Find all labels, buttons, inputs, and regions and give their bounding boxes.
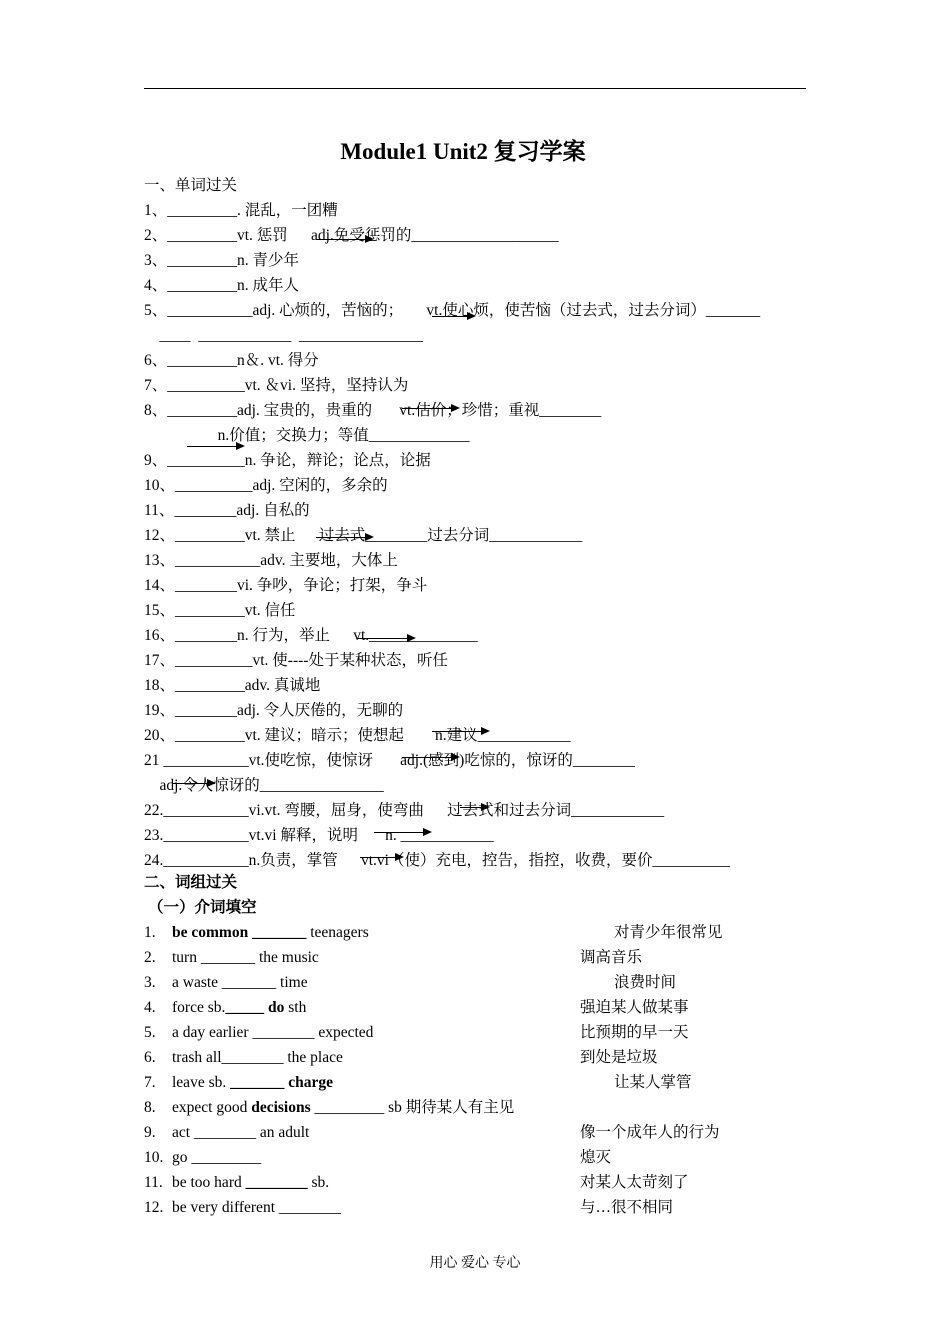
subsection-heading: （一）介词填空 (148, 899, 257, 916)
phrase-number: 9. (144, 1124, 156, 1141)
phrase-number: 3. (144, 974, 156, 991)
arrow-icon (432, 731, 488, 732)
vocab-item: 5、___________adj. 心烦的，苦恼的； vt.使心烦，使苦恼（过去式，过去分词）_______ (144, 302, 761, 319)
vocab-item: 13、___________adv. 主要地，大体上 (144, 552, 398, 569)
phrase-number: 2. (144, 949, 156, 966)
phrase-number: 10. (144, 1149, 164, 1166)
vocab-item: 11、________adj. 自私的 (144, 502, 310, 519)
vocab-item: 15、_________vt. 信任 (144, 602, 296, 619)
phrase-number: 11. (144, 1174, 163, 1191)
phrase-english: force sb._____ do sth (172, 999, 307, 1016)
arrow-icon (360, 857, 402, 858)
arrow-icon (187, 446, 243, 447)
vocab-item: n.价值；交换力；等值_____________ (144, 427, 470, 444)
vocab-item: 22.___________vi.vt. 弯腰，屈身，使弯曲 过去式和过去分词____________ (144, 802, 665, 819)
vocab-item: 17、__________vt. 使----处于某种状态，听任 (144, 652, 448, 669)
phrase-chinese: 对青少年很常见 (614, 924, 723, 941)
phrase-english: expect good decisions _________ sb 期待某人有主见 (172, 1099, 515, 1116)
phrase-english: be very different ________ (172, 1199, 341, 1216)
vocab-item: 2、_________vt. 惩罚 adj.免受惩罚的___________________ (144, 227, 559, 244)
vocab-item: adj.令人惊讶的________________ (144, 777, 384, 794)
arrow-icon (402, 408, 458, 409)
phrase-english: act ________ an adult (172, 1124, 310, 1141)
arrow-icon (460, 807, 488, 808)
phrase-english: a waste _______ time (172, 974, 308, 991)
vocab-item: 4、_________n. 成年人 (144, 277, 300, 294)
page-title: Module1 Unit2 复习学案 (340, 139, 586, 164)
phrase-chinese: 到处是垃圾 (580, 1049, 658, 1066)
phrase-chinese: 与…很不相同 (580, 1199, 674, 1216)
arrow-icon (172, 783, 214, 784)
phrase-chinese: 熄灭 (580, 1149, 612, 1166)
arrow-icon (358, 638, 414, 639)
phrase-english: be common _______ teenagers (172, 924, 369, 941)
page-footer: 用心 爱心 专心 (429, 1256, 521, 1271)
vocab-item: 9、__________n. 争论，辩论；论点，论据 (144, 452, 431, 469)
vocab-item: 1、_________. 混乱，一团糟 (144, 202, 338, 219)
vocab-item: 12、_________vt. 禁止 过去式________过去分词____________ (144, 527, 583, 544)
phrase-number: 5. (144, 1024, 156, 1041)
vocab-item: 23.___________vt.vi 解释，说明 n. ____________ (144, 827, 494, 844)
vocab-item: 21 ___________vt.使吃惊，使惊讶 adj.(感到)吃惊的，惊讶的________ (144, 752, 635, 769)
phrase-chinese: 调高音乐 (580, 949, 643, 966)
phrase-number: 12. (144, 1199, 164, 1216)
phrase-english: a day earlier ________ expected (172, 1024, 374, 1041)
vocab-item: 10、__________adj. 空闲的，多余的 (144, 477, 388, 494)
vocab-item: 3、_________n. 青少年 (144, 252, 300, 269)
vocab-item: 6、_________n＆. vt. 得分 (144, 352, 319, 369)
phrase-chinese: 比预期的早一天 (580, 1024, 689, 1041)
phrase-chinese: 像一个成年人的行为 (580, 1124, 720, 1141)
arrow-icon (374, 832, 430, 833)
section-heading: 一、单词过关 (144, 177, 238, 194)
phrase-number: 1. (144, 924, 156, 941)
arrow-icon (316, 537, 372, 538)
vocab-item: 24.___________n.负责，掌管 vt.vi（使）充电，控告，指控，收费，要价__________ (144, 852, 730, 869)
phrase-chinese: 让某人掌管 (614, 1074, 692, 1091)
phrase-english: trash all________ the place (172, 1049, 343, 1066)
vocab-item: 20、_________vt. 建议；暗示；使想起 n.建议____________ (144, 727, 571, 744)
phrase-chinese: 强迫某人做某事 (580, 999, 689, 1016)
arrow-icon (316, 239, 372, 240)
vocab-item: 18、_________adv. 真诚地 (144, 677, 321, 694)
header-rule (144, 88, 806, 89)
vocab-item: ____ ____________ ________________ (144, 327, 423, 344)
phrase-english: turn _______ the music (172, 949, 319, 966)
arrow-icon (432, 316, 474, 317)
vocab-item: 14、________vi. 争吵，争论；打架，争斗 (144, 577, 428, 594)
vocab-item: 8、_________adj. 宝贵的，贵重的 vt.估价；珍惜；重视________ (144, 402, 602, 419)
phrase-chinese: 浪费时间 (614, 974, 677, 991)
vocab-item: 16、________n. 行为，举止 vt.______________ (144, 627, 478, 644)
phrase-english: go _________ (172, 1149, 262, 1166)
phrase-chinese: 对某人太苛刻了 (580, 1174, 689, 1191)
phrase-number: 8. (144, 1099, 156, 1116)
phrase-english: be too hard ________ sb. (172, 1174, 330, 1191)
phrase-number: 7. (144, 1074, 156, 1091)
section-heading: 二、词组过关 (144, 874, 238, 891)
vocab-item: 7、__________vt. ＆vi. 坚持，坚持认为 (144, 377, 409, 394)
vocab-item: 19、________adj. 令人厌倦的，无聊的 (144, 702, 404, 719)
phrase-english: leave sb. _______ charge (172, 1074, 333, 1091)
phrase-number: 6. (144, 1049, 156, 1066)
phrase-number: 4. (144, 999, 156, 1016)
arrow-icon (402, 757, 458, 758)
